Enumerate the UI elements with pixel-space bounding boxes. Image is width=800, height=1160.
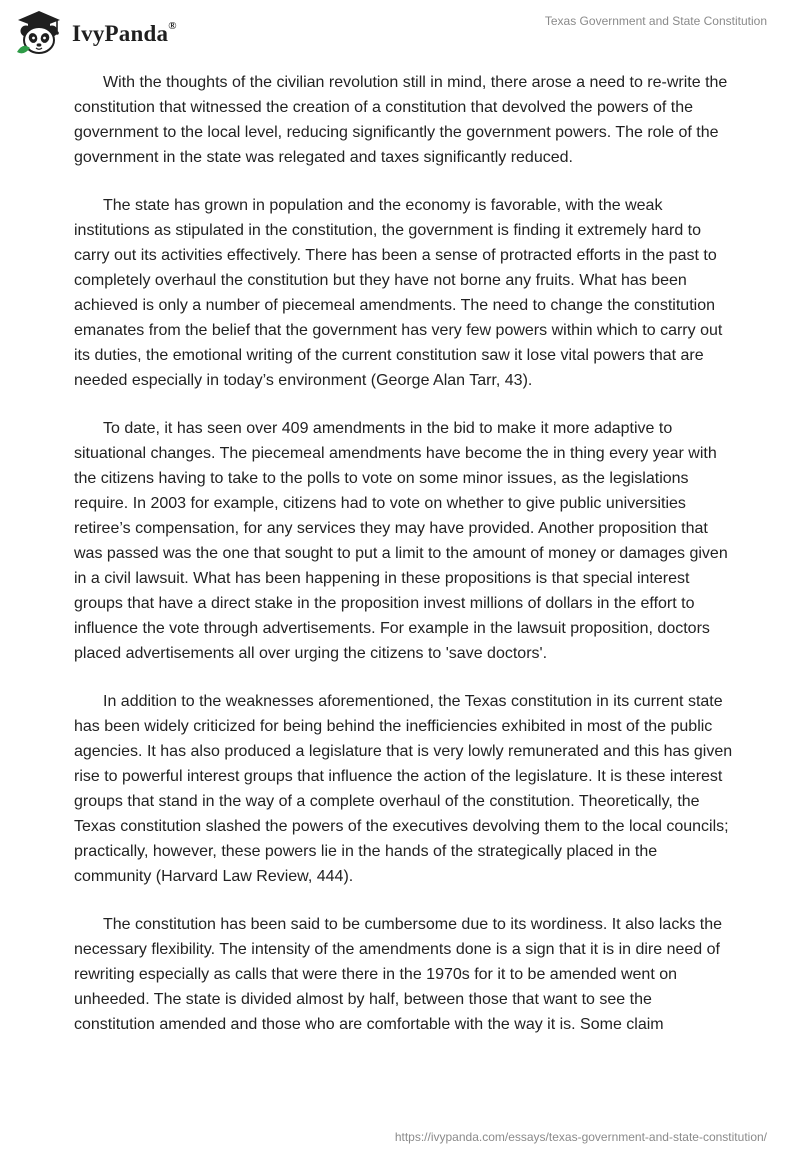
source-url[interactable]: https://ivypanda.com/essays/texas-government-and-state-constitution/	[394, 1130, 767, 1144]
paragraph: To date, it has seen over 409 amendments in the bid to make it more adaptive to situational changes. The piecemeal amendments have become the in thing every year with the citizens having to take to the polls to vote on some minor issues, as the legislations require. In 2003 for example, citizens had to vote on whether to give public universities retiree’s compensation, for any services they may have provided. Another proposition that was passed was the one that sought to put a limit to the amount of money or damages given in a civil lawsuit. What has been happening in these propositions is that special interest groups that have a direct stake in the proposition invest millions of dollars in the effort to influence the vote through advertisements. For example in the lawsuit proposition, doctors placed advertisements all over urging the citizens to 'save doctors'.	[74, 420, 728, 662]
paragraph: In addition to the weaknesses aforementioned, the Texas constitution in its current state has been widely criticized for being behind the inefficiencies exhibited in most of the public agencies. It has also produced a legislature that is very lowly remunerated and this has given rise to powerful interest groups that influence the action of the legislature. It is these interest groups that stand in the way of a complete overhaul of the constitution. Theoretically, the Texas constitution slashed the powers of the executives devolving them to the local councils; practically, however, these powers lie in the hands of the strategically placed in the community (Harvard Law Review, 444).	[74, 693, 733, 885]
essay-body	[74, 70, 734, 1060]
page-header	[0, 0, 800, 64]
document-title: Texas Government and State Constitution	[544, 14, 767, 28]
brand-name: IvyPanda®	[72, 20, 177, 46]
paragraph: The constitution has been said to be cumbersome due to its wordiness. It also lacks the necessary flexibility. The intensity of the amendments done is a sign that it is in dire need of rewriting especially as calls that were there in the 1970s for it to be amended went on unheeded. The state is divided almost by half, between those that want to see the constitution amended and those who are comfortable with the way it is. Some claim	[74, 916, 722, 1033]
paragraph: With the thoughts of the civilian revolution still in mind, there arose a need to re-write the constitution that witnessed the creation of a constitution that devolved the powers of the government to the local level, reducing significantly the government powers. The role of the government in the state was relegated and taxes significantly reduced.	[74, 74, 728, 166]
paragraph: The state has grown in population and the economy is favorable, with the weak institutions as stipulated in the constitution, the government is finding it extremely hard to carry out its activities effectively. There has been a sense of protracted efforts in the past to completely overhaul the constitution but they have not borne any fruits. What has been achieved is only a number of piecemeal amendments. The need to change the constitution emanates from the belief that the government has very few powers within which to carry out its duties, the emotional writing of the current constitution saw it lose vital powers that are needed especially in today’s environment (George Alan Tarr, 43).	[74, 197, 723, 389]
brand-logo[interactable]	[14, 8, 177, 58]
panda-graduate-icon	[14, 8, 64, 58]
